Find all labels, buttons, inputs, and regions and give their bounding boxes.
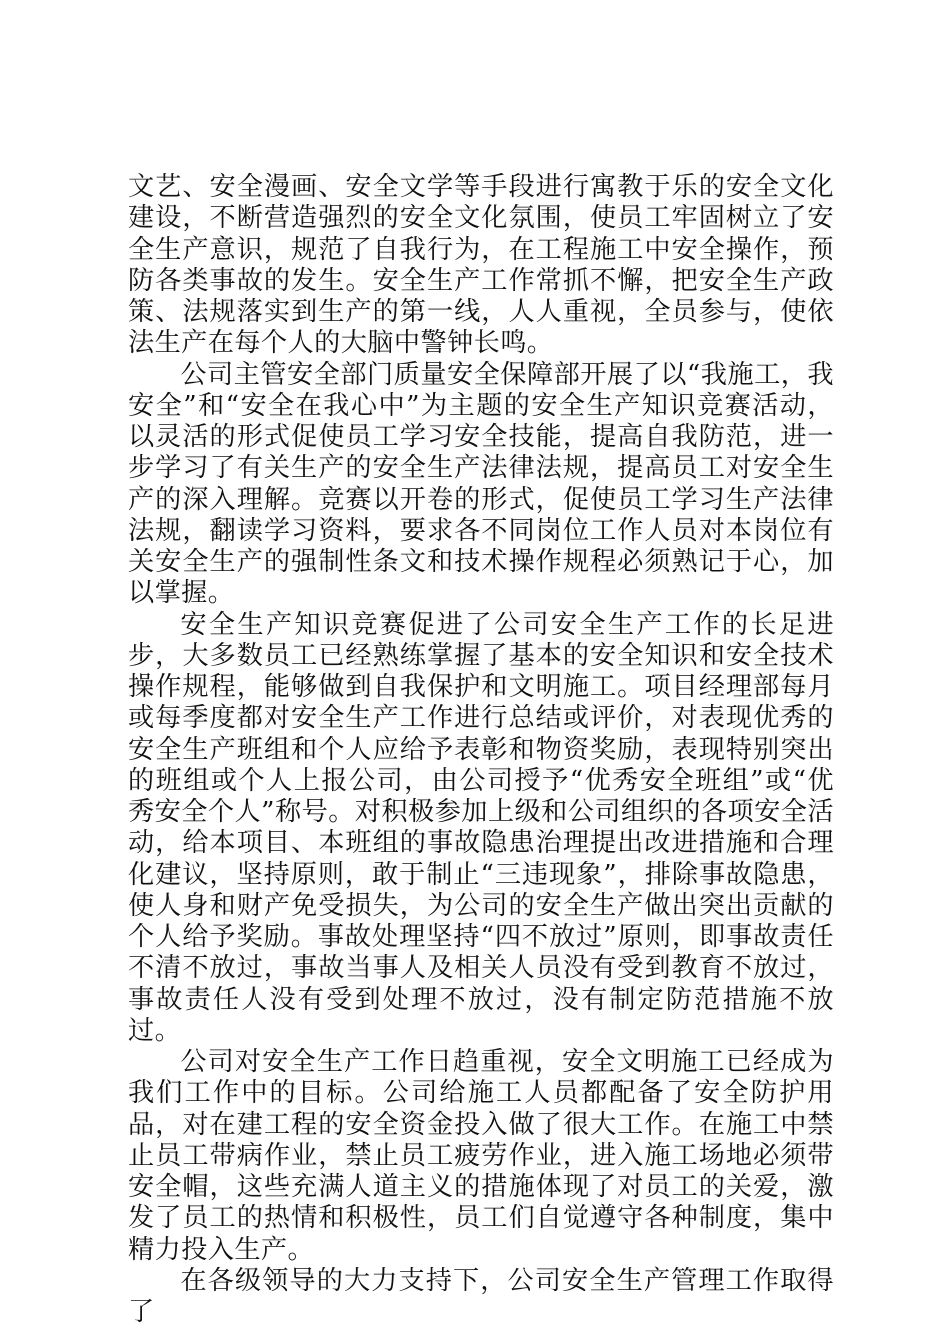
paragraph-3: 安全生产知识竞赛促进了公司安全生产工作的长足进步，大多数员工已经熟练掌握了基本的安全知识和安全技术操作规程，能够做到自我保护和文明施工。项目经理部每月或每季度都对安全生产工作进行总结或评价，对表现优秀的安全生产班组和个人应给予表彰和物资奖励，表现特别突出的班组或个人上报公司，由公司授予“优秀安全班组”或“优秀安全个人”称号。对积极参加上级和公司组织的各项安全活动，给本项目、本班组的事故隐患治理提出改进措施和合理化建议，坚持原则，敢于制止“三违现象”，排除事故隐患，使人身和财产免受损失，为公司的安全生产做出突出贡献的个人给予奖励。事故处理坚持“四不放过”原则，即事故责任不清不放过，事故当事人及相关人员没有受到教育不放过，事故责任人没有受到处理不放过，没有制定防范措施不放过。 (128, 609, 834, 1046)
document-body (128, 172, 834, 1328)
paragraph-2: 公司主管安全部门质量安全保障部开展了以“我施工，我安全”和“安全在我心中”为主题的安全生产知识竞赛活动，以灵活的形式促使员工学习安全技能，提高自我防范，进一步学习了有关生产的安全生产法律法规，提高员工对安全生产的深入理解。竞赛以开卷的形式，促使员工学习生产法律法规，翻读学习资料，要求各不同岗位工作人员对本岗位有关安全生产的强制性条文和技术操作规程必须熟记于心，加以掌握。 (128, 359, 834, 609)
paragraph-1: 文艺、安全漫画、安全文学等手段进行寓教于乐的安全文化建设，不断营造强烈的安全文化氛围，使员工牢固树立了安全生产意识，规范了自我行为，在工程施工中安全操作，预防各类事故的发生。安全生产工作常抓不懈，把安全生产政策、法规落实到生产的第一线，人人重视，全员参与，使依法生产在每个人的大脑中警钟长鸣。 (128, 172, 834, 359)
paragraph-5: 在各级领导的大力支持下，公司安全生产管理工作取得了 (128, 1265, 834, 1327)
paragraph-4: 公司对安全生产工作日趋重视，安全文明施工已经成为我们工作中的目标。公司给施工人员都配备了安全防护用品，对在建工程的安全资金投入做了很大工作。在施工中禁止员工带病作业，禁止员工疲劳作业，进入施工场地必须带安全帽，这些充满人道主义的措施体现了对员工的关爱，激发了员工的热情和积极性，员工们自觉遵守各种制度，集中精力投入生产。 (128, 1047, 834, 1265)
